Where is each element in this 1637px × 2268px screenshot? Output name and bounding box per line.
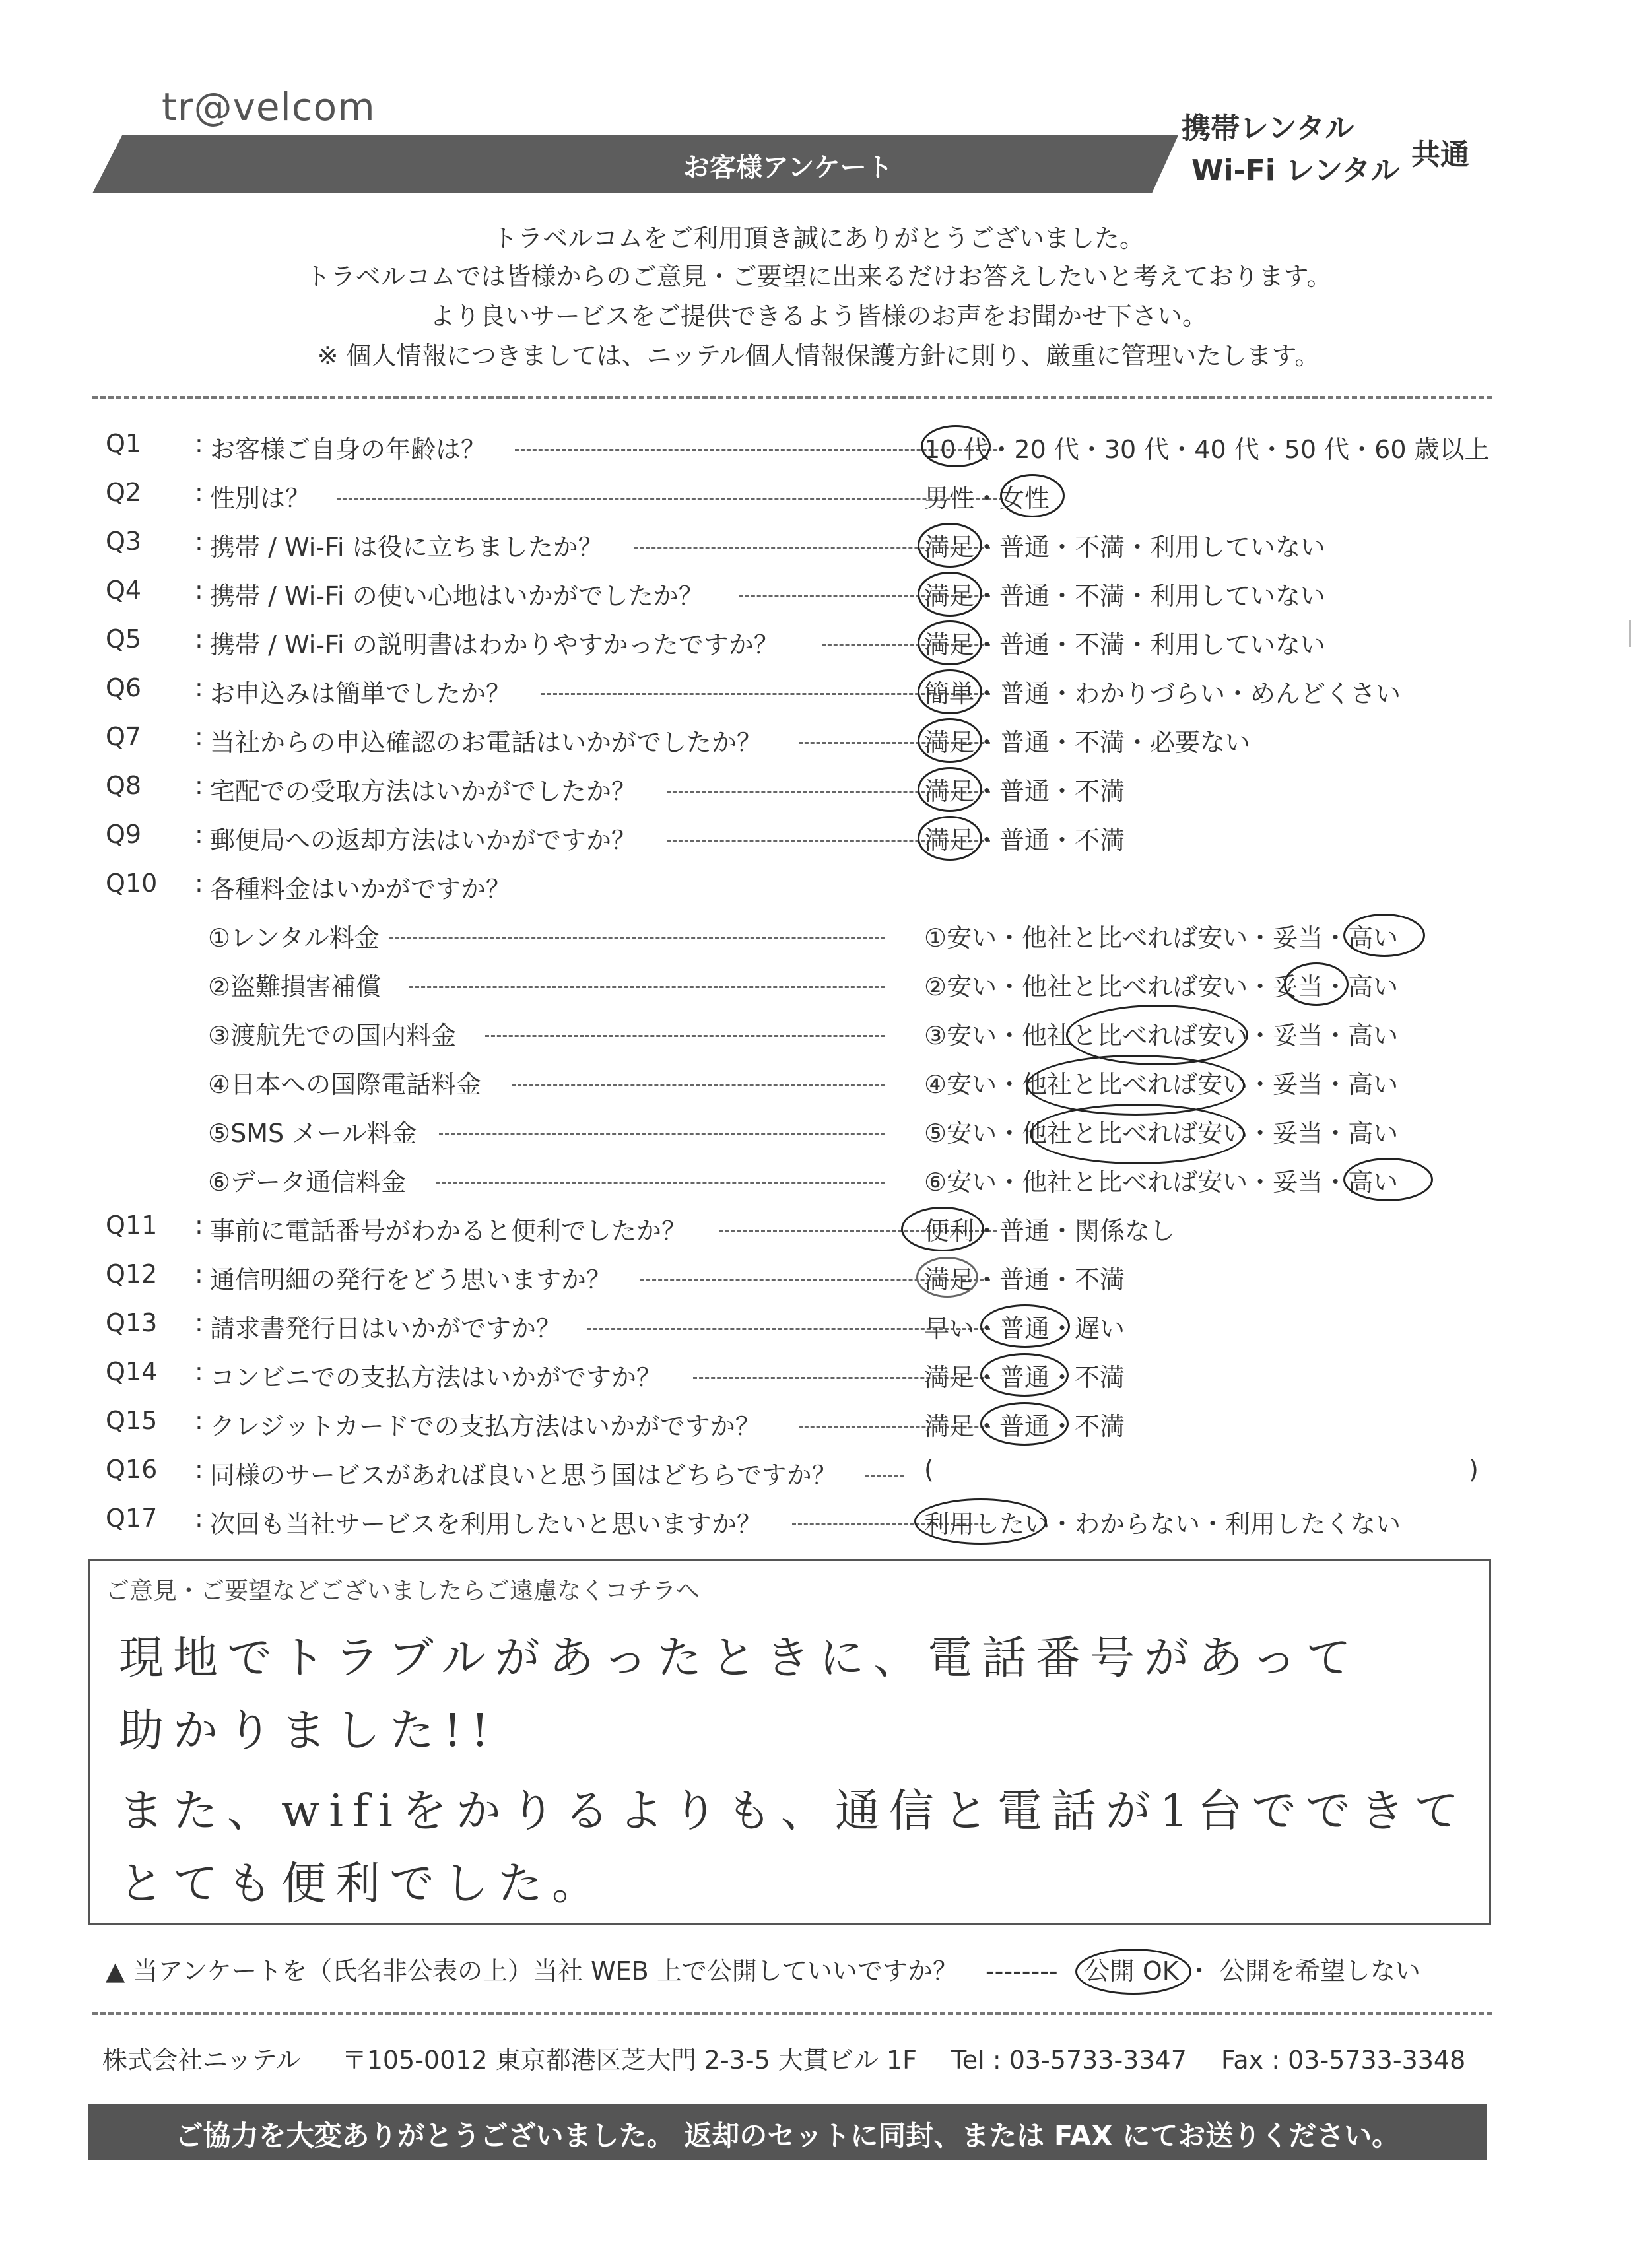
selected-circle [980,1402,1069,1446]
question-number: Q11 [106,1211,158,1240]
question-number: Q4 [106,576,142,605]
question-row: Q14 : コンビニでの支払方法はいかがですか？ 満足・普通・不満 [106,1357,1505,1397]
question-number: Q14 [106,1357,158,1386]
question-row: Q6 : お申込みは簡単でしたか？ 簡単・普通・わかりづらい・めんどくさい [106,673,1505,713]
answer-options[interactable]: 満足・普通・不満・必要ない [924,728,1251,757]
fee-row [208,1113,1495,1152]
selected-circle [914,1498,1047,1545]
selected-circle [980,1353,1069,1397]
section-divider [92,2012,1492,2015]
answer-options[interactable]: 早い・普通・遅い [924,1314,1125,1343]
handwritten-comment-line: とても便利でした。 [119,1858,607,1910]
fee-answer-options[interactable]: ②安い・他社と比べれば安い・妥当・高い [924,972,1399,1001]
fee-label: ④日本への国際電話料金 [208,1070,482,1099]
question-text: 当社からの申込確認のお電話はいかがでしたか？ [210,728,762,757]
publish-no-option[interactable]: 公開を希望しない [1219,1956,1420,1985]
question-text: 性別は？ [210,484,311,513]
question-number: Q17 [106,1504,158,1533]
footer-message: ご協力を大変ありがとうございました。 返却のセットに同封、または FAX にてお送りください。 [175,2119,1400,2152]
question-number: Q7 [106,722,142,751]
section-divider [92,396,1492,399]
fee-answer-options[interactable]: ⑤安い・他社と比べれば安い・妥当・高い [924,1119,1399,1148]
publish-dashes: -------- [985,1956,1058,1985]
question-row: Q4 : 携帯 / Wi-Fi の使い心地はいかがでしたか？ 満足・普通・不満・利用していない [106,576,1505,615]
answer-options[interactable]: 男性・女性 [924,484,1050,513]
question-row: Q13 : 請求書発行日はいかがですか？ 早い・普通・遅い [106,1308,1505,1348]
question-number: Q12 [106,1259,158,1288]
question-row: Q9 : 郵便局への返却方法はいかがですか？ 満足・普通・不満 [106,820,1505,859]
publish-question: ▲ 当アンケートを（氏名非公表の上）当社 WEB 上で公開していいですか？ [106,1956,958,1985]
fee-answer-options[interactable]: ①安い・他社と比べれば安い・妥当・高い [924,923,1399,952]
question-text: お客様ご自身の年齢は？ [210,435,486,464]
fee-row [208,917,1495,957]
travelcom-logo: tr@velcom [162,84,376,129]
answer-options[interactable]: 満足・普通・不満・利用していない [924,533,1326,562]
selected-circle [980,1304,1070,1348]
question-text: 携帯 / Wi-Fi は役に立ちましたか？ [210,533,603,562]
question-number: Q9 [106,820,142,849]
company-address: 〒105-0012 東京都港区芝大門 2-3-5 大貫ビル 1F [341,2046,917,2075]
fee-answer-options[interactable]: ③安い・他社と比べれば安い・妥当・高い [924,1021,1399,1050]
company-fax: Fax : 03-5733-3348 [1220,2046,1466,2075]
selected-circle [901,1207,984,1251]
fee-label: ⑥データ通信料金 [208,1168,407,1197]
question-number: Q1 [106,429,142,458]
selected-circle [918,572,982,617]
question-row: Q17 : 次回も当社サービスを利用したいと思いますか？ 利用したい・わからない・利用したくない [106,1504,1505,1543]
tag-common: 共通 [1411,138,1469,172]
question-number: Q6 [106,673,142,702]
question-number: Q13 [106,1308,158,1337]
fee-row [208,966,1495,1006]
question-number: Q15 [106,1406,158,1435]
fee-answer-options[interactable]: ⑥安い・他社と比べれば安い・妥当・高い [924,1168,1399,1197]
question-row: Q8 : 宅配での受取方法はいかがでしたか？ 満足・普通・不満 [106,771,1505,811]
selected-circle [918,767,982,812]
question-number: Q8 [106,771,142,800]
question-text: 通信明細の発行をどう思いますか？ [210,1265,612,1294]
selected-circle [918,718,982,763]
fee-row [208,1162,1495,1201]
answer-options[interactable]: 満足・普通・不満 [924,1412,1125,1441]
question-text: クレジットカードでの支払方法はいかがですか？ [210,1412,760,1441]
question-row: Q16 : 同様のサービスがあれば良いと思う国はどちらですか？ ( ) [106,1455,1479,1490]
country-input-close: ) [1469,1455,1479,1484]
answer-options[interactable]: 満足・普通・不満 [924,777,1125,806]
question-number: Q3 [106,527,142,556]
intro-line: トラベルコムをご利用頂き誠にありがとうございました。 [492,224,1145,253]
handwritten-comment-line: また、wifiをかりるよりも、通信と電話が1台でできて [119,1785,1469,1838]
answer-options[interactable]: 10 代・20 代・30 代・40 代・50 代・60 歳以上 [924,435,1490,464]
selected-circle [1343,1158,1433,1201]
question-row: Q15 : クレジットカードでの支払方法はいかがですか？ 満足・普通・不満 [106,1406,1505,1446]
question-text: お申込みは簡単でしたか？ [210,679,512,708]
fee-label: ①レンタル料金 [208,923,380,952]
selected-circle [918,669,982,714]
handwritten-comment-line: 助かりました!! [119,1705,498,1757]
tag-mobile-rental: 携帯レンタル [1182,112,1354,145]
question-row: Q5 : 携帯 / Wi-Fi の説明書はわかりやすかったですか？ 満足・普通・不満・利用していない [106,624,1505,664]
fee-label: ⑤SMS メール料金 [208,1119,417,1148]
answer-options[interactable]: 満足・普通・不満 [924,1265,1125,1294]
question-row: Q3 : 携帯 / Wi-Fi は役に立ちましたか？ 満足・普通・不満・利用していない [106,527,1505,566]
question-text: コンビニでの支払方法はいかがですか？ [210,1363,662,1392]
question-row: Q1 : お客様ご自身の年齢は？ 10 代・20 代・30 代・40 代・50 代・60 歳以上 [106,429,1505,469]
selected-circle [921,425,991,467]
option-separator: ・ [1186,1956,1212,1985]
question-row: Q12 : 通信明細の発行をどう思いますか？ 満足・普通・不満 [106,1259,1505,1299]
question-row: Q10 : 各種料金はいかがですか？ [106,869,512,904]
country-input-open[interactable]: ( [924,1455,934,1484]
question-row: Q2 : 性別は？ 男性・女性 [106,478,1505,517]
comments-label: ご意見・ご要望などございましたらご遠慮なくコチラへ [106,1578,700,1605]
question-text: 携帯 / Wi-Fi の使い心地はいかがでしたか？ [210,582,704,611]
question-number: Q16 [106,1455,158,1484]
publish-ok-option[interactable] [1085,1956,1187,1985]
answer-options[interactable]: 利用したい・わからない・利用したくない [924,1510,1401,1539]
selected-circle [1030,1104,1245,1164]
fee-row [208,1064,1495,1104]
question-row: Q7 : 当社からの申込確認のお電話はいかがでしたか？ 満足・普通・不満・必要ない [106,722,1505,762]
question-text: 各種料金はいかがですか？ [210,875,512,904]
question-text: 同様のサービスがあれば良いと思う国はどちらですか？ [210,1461,837,1490]
scan-edge-mark [1616,620,1631,647]
question-number: Q5 [106,624,142,653]
selected-circle [1075,1949,1191,1995]
survey-title: お客様アンケート [683,152,893,183]
selected-circle [918,620,982,665]
question-text: 宅配での受取方法はいかがでしたか？ [210,777,637,806]
selected-circle [918,523,982,568]
answer-options[interactable]: 満足・普通・不満 [924,826,1125,855]
question-row: Q11 : 事前に電話番号がわかると便利でしたか？ 便利・普通・関係なし [106,1211,1505,1250]
answer-options[interactable]: 満足・普通・不満・利用していない [924,630,1326,659]
intro-line: ※ 個人情報につきましては、ニッテル個人情報保護方針に則り、厳重に管理いたします。 [317,341,1320,370]
selected-circle [916,1257,978,1298]
question-text: 事前に電話番号がわかると便利でしたか？ [210,1217,687,1246]
question-text: 郵便局への返却方法はいかがですか？ [210,826,637,855]
fee-label: ③渡航先での国内料金 [208,1021,457,1050]
publish-ok-label: 公開 OK [1084,1956,1179,1985]
question-text: 請求書発行日はいかがですか？ [210,1314,562,1343]
answer-options[interactable]: 便利・普通・関係なし [924,1217,1176,1246]
publish-consent-row [106,1951,1420,1987]
fee-answer-options[interactable]: ④安い・他社と比べれば安い・妥当・高い [924,1070,1399,1099]
question-number: Q10 [106,869,158,898]
question-text: 次回も当社サービスを利用したいと思いますか？ [210,1510,762,1539]
intro-line: より良いサービスをご提供できるよう皆様のお声をお聞かせ下さい。 [429,302,1207,331]
company-info [102,2040,1465,2076]
answer-options[interactable]: 満足・普通・不満・利用していない [924,582,1326,611]
selected-circle [918,816,982,861]
company-tel: Tel : 03-5733-3347 [951,2046,1187,2075]
question-text: 携帯 / Wi-Fi の説明書はわかりやすかったですか？ [210,630,779,659]
selected-circle [1284,962,1349,1006]
handwritten-comment-line: 現地でトラブルがあったときに、電話番号があって [119,1632,1360,1684]
selected-circle [1343,914,1425,957]
intro-line: トラベルコムでは皆様からのご意見・ご要望に出来るだけお答えしたいと考えております。 [305,262,1332,291]
answer-options[interactable]: 満足・普通・不満 [924,1363,1125,1392]
fee-row [208,1015,1495,1055]
tag-wifi-rental: Wi-Fi レンタル [1191,154,1400,187]
question-number: Q2 [106,478,142,507]
company-name: 株式会社ニッテル [102,2046,301,2075]
selected-circle [1000,474,1065,517]
answer-options[interactable]: 簡単・普通・わかりづらい・めんどくさい [924,679,1401,708]
fee-label: ②盗難損害補償 [208,972,382,1001]
